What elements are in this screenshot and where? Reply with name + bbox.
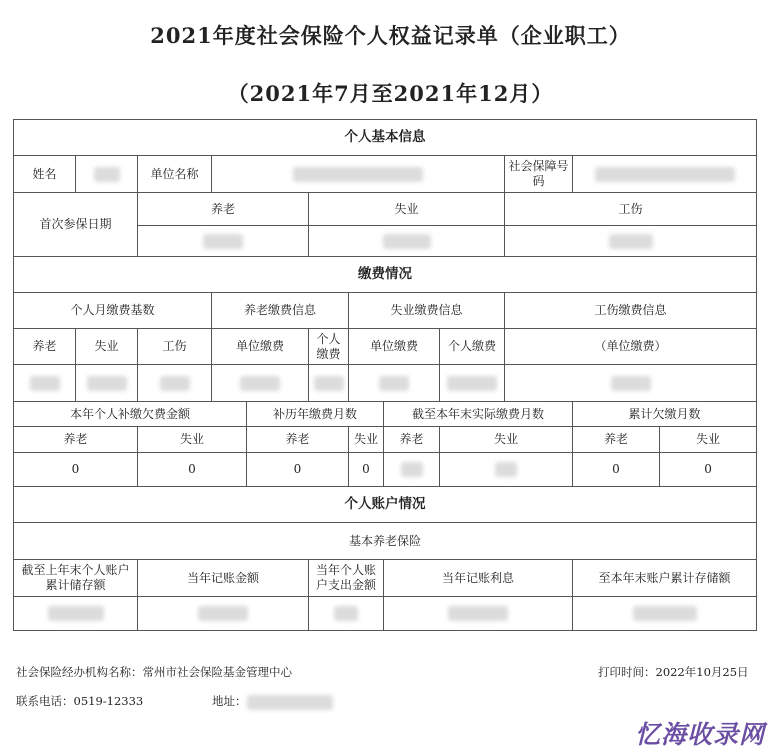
agency-name: 常州市社会保险基金管理中心 [142, 665, 292, 679]
agency-line [16, 664, 292, 680]
base-pension-value [14, 365, 76, 402]
arrears-pension-value: 0 [573, 453, 660, 487]
makeup-unemployment-value: 0 [138, 453, 247, 487]
injury-unit-pay-label: （单位缴费） [505, 329, 757, 365]
account-year-end-value [573, 597, 757, 631]
document-period: （2021年7月至2021年12月） [227, 81, 554, 106]
base-injury-value [138, 365, 212, 402]
actual-unemployment-label: 失业 [440, 427, 573, 453]
ssn-label: 社会保障号码 [505, 156, 573, 193]
actual-unemployment-value [440, 453, 573, 487]
arrears-pension-label: 养老 [573, 427, 660, 453]
backpay-months-label: 补历年缴费月数 [247, 402, 384, 427]
base-pension-label: 养老 [14, 329, 76, 365]
account-col-interest: 当年记账利息 [384, 560, 573, 597]
watermark-logo: 忆海收录网 [634, 720, 765, 749]
section-payment: 缴费情况 [14, 257, 757, 293]
injury-info-label: 工伤缴费信息 [505, 293, 757, 329]
injury-unit-pay-value [505, 365, 757, 402]
makeup-amount-label: 本年个人补缴欠费金额 [14, 402, 247, 427]
unemployment-unit-pay-value [349, 365, 440, 402]
backpay-unemployment-label: 失业 [349, 427, 384, 453]
first-date-unemployment-label: 失业 [309, 193, 505, 226]
phone-line [16, 693, 143, 709]
unemployment-info-label: 失业缴费信息 [349, 293, 505, 329]
first-date-injury-value [505, 226, 757, 257]
backpay-unemployment-value: 0 [349, 453, 384, 487]
makeup-pension-label: 养老 [14, 427, 138, 453]
pension-unit-pay-label: 单位缴费 [212, 329, 309, 365]
name-label: 姓名 [14, 156, 76, 193]
first-date-pension-label: 养老 [138, 193, 309, 226]
unemployment-unit-pay-label: 单位缴费 [349, 329, 440, 365]
backpay-pension-value: 0 [247, 453, 349, 487]
document-title: 2021年度社会保险个人权益记录单（企业职工） [150, 23, 631, 48]
print-time-label: 打印时间： [598, 665, 656, 679]
agency-label: 社会保险经办机构名称： [16, 665, 143, 679]
pension-info-label: 养老缴费信息 [212, 293, 349, 329]
account-col-expenditure: 当年个人账户支出金额 [309, 560, 384, 597]
actual-months-label: 截至本年末实际缴费月数 [384, 402, 573, 427]
name-value [76, 156, 138, 193]
arrears-unemployment-label: 失业 [660, 427, 757, 453]
record-table [13, 119, 757, 631]
actual-pension-label: 养老 [384, 427, 440, 453]
ssn-value [573, 156, 757, 193]
backpay-pension-label: 养老 [247, 427, 349, 453]
unemployment-personal-pay-value [440, 365, 505, 402]
arrears-unemployment-value: 0 [660, 453, 757, 487]
account-col-prev-balance: 截至上年末个人账户累计储存额 [14, 560, 138, 597]
print-time-value: 2022年10月25日 [655, 665, 749, 679]
first-date-pension-value [138, 226, 309, 257]
pension-unit-pay-value [212, 365, 309, 402]
account-interest-value [384, 597, 573, 631]
account-current-amount-value [138, 597, 309, 631]
account-col-year-end-balance: 至本年末账户累计存储额 [573, 560, 757, 597]
account-expenditure-value [309, 597, 384, 631]
base-unemployment-value [76, 365, 138, 402]
print-time-line [598, 664, 749, 680]
address-line [212, 693, 333, 710]
first-date-unemployment-value [309, 226, 505, 257]
actual-pension-value [384, 453, 440, 487]
base-unemployment-label: 失业 [76, 329, 138, 365]
unemployment-personal-pay-label: 个人缴费 [440, 329, 505, 365]
base-injury-label: 工伤 [138, 329, 212, 365]
account-prev-balance-value [14, 597, 138, 631]
phone-value: 0519-12333 [73, 694, 144, 708]
first-date-injury-label: 工伤 [505, 193, 757, 226]
monthly-base-label: 个人月缴费基数 [14, 293, 212, 329]
account-col-current-amount: 当年记账金额 [138, 560, 309, 597]
unit-name-label: 单位名称 [138, 156, 212, 193]
arrears-months-label: 累计欠缴月数 [573, 402, 757, 427]
first-date-label: 首次参保日期 [14, 193, 138, 257]
makeup-unemployment-label: 失业 [138, 427, 247, 453]
section-account: 个人账户情况 [14, 487, 757, 523]
basic-pension-subheader: 基本养老保险 [14, 523, 757, 560]
pension-personal-pay-label: 个人缴费 [309, 329, 349, 365]
makeup-pension-value: 0 [14, 453, 138, 487]
section-basic-info: 个人基本信息 [14, 120, 757, 156]
address-value [247, 695, 333, 710]
unit-name-value [212, 156, 505, 193]
pension-personal-pay-value [309, 365, 349, 402]
address-label: 地址： [212, 694, 247, 708]
phone-label: 联系电话： [16, 694, 74, 708]
